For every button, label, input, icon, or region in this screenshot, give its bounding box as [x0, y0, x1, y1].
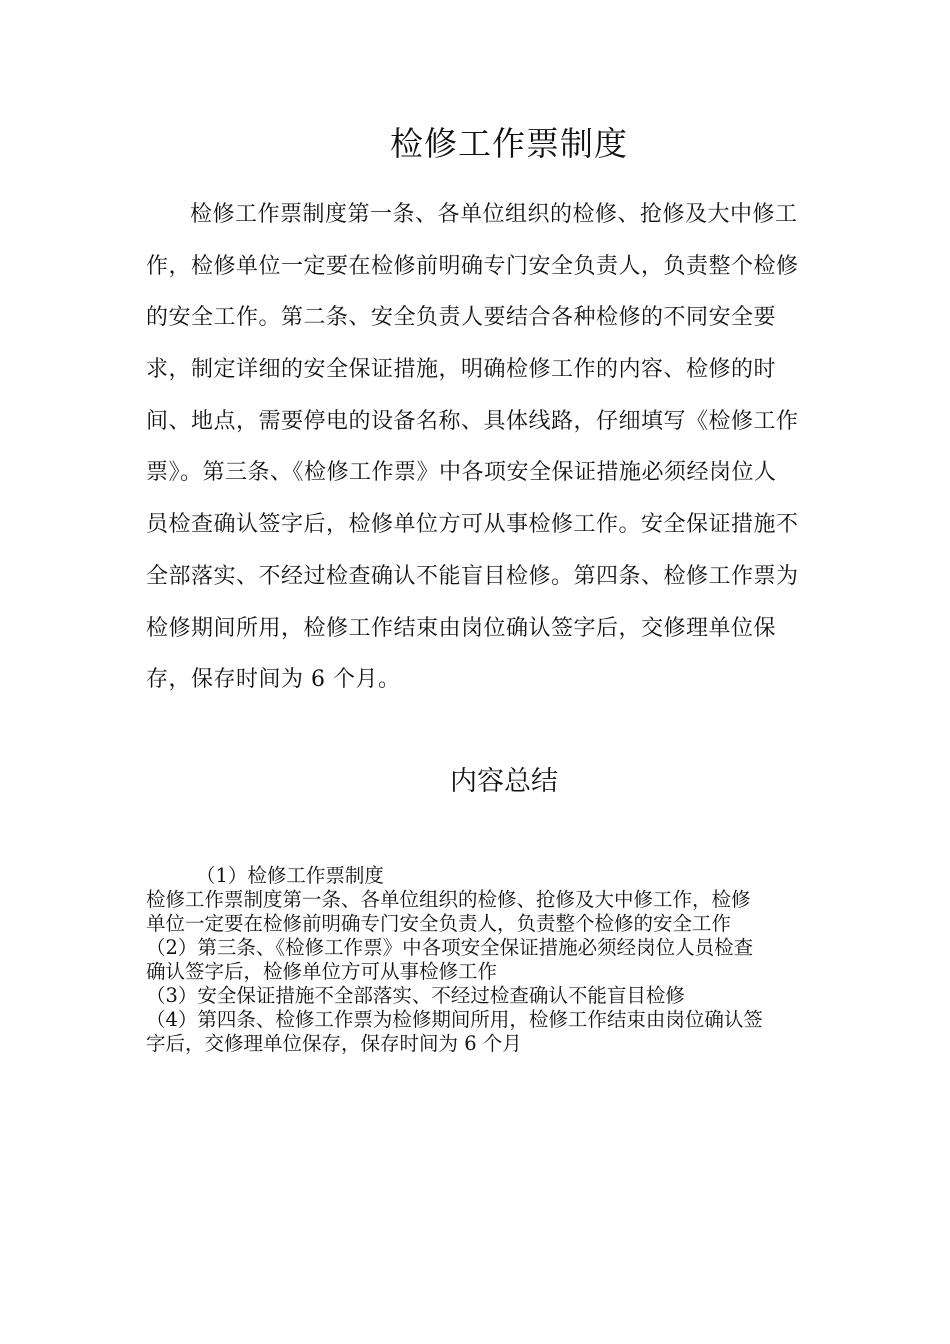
summary-line: 单位一定要在检修前明确专门安全负责人，负责整个检修的安全工作: [146, 912, 732, 935]
body-line: 全部落实、不经过检查确认不能盲目检修。第四条、检修工作票为: [146, 563, 799, 589]
summary-line: （2）第三条、《检修工作票》中各项安全保证措施必须经岗位人员检查: [146, 936, 754, 959]
summary-line: 字后，交修理单位保存，保存时间为 6 个月: [146, 1032, 522, 1055]
body-line: 求，制定详细的安全保证措施，明确检修工作的内容、检修的时: [146, 357, 777, 383]
summary-line: （3）安全保证措施不全部落实、不经过检查确认不能盲目检修: [146, 984, 685, 1007]
body-line: 员检查确认签字后，检修单位方可从事检修工作。安全保证措施不: [146, 512, 799, 538]
body-line: 存，保存时间为 6 个月。: [146, 667, 401, 693]
summary-line: （4）第四条、检修工作票为检修期间所用，检修工作结束由岗位确认签: [146, 1008, 763, 1031]
summary-title: 内容总结: [450, 766, 558, 797]
summary-line: 检修工作票制度第一条、各单位组织的检修、抢修及大中修工作，检修: [146, 888, 751, 911]
body-line: 的安全工作。第二条、安全负责人要结合各种检修的不同安全要: [146, 305, 777, 331]
document-title: 检修工作票制度: [390, 124, 628, 163]
body-line: 票》。第三条、《检修工作票》中各项安全保证措施必须经岗位人: [146, 460, 777, 486]
body-line: 检修期间所用，检修工作结束由岗位确认签字后，交修理单位保: [146, 615, 777, 641]
body-line: 检修工作票制度第一条、各单位组织的检修、抢修及大中修工: [190, 202, 798, 227]
document-body: [146, 195, 806, 712]
summary-line: 确认签字后，检修单位方可从事检修工作: [146, 960, 498, 983]
summary-list: [146, 864, 826, 1056]
summary-heading: （1）检修工作票制度: [196, 864, 384, 887]
body-line: 作，检修单位一定要在检修前明确专门安全负责人，负责整个检修: [146, 253, 799, 279]
body-line: 间、地点，需要停电的设备名称、具体线路，仔细填写《检修工作: [146, 408, 799, 434]
